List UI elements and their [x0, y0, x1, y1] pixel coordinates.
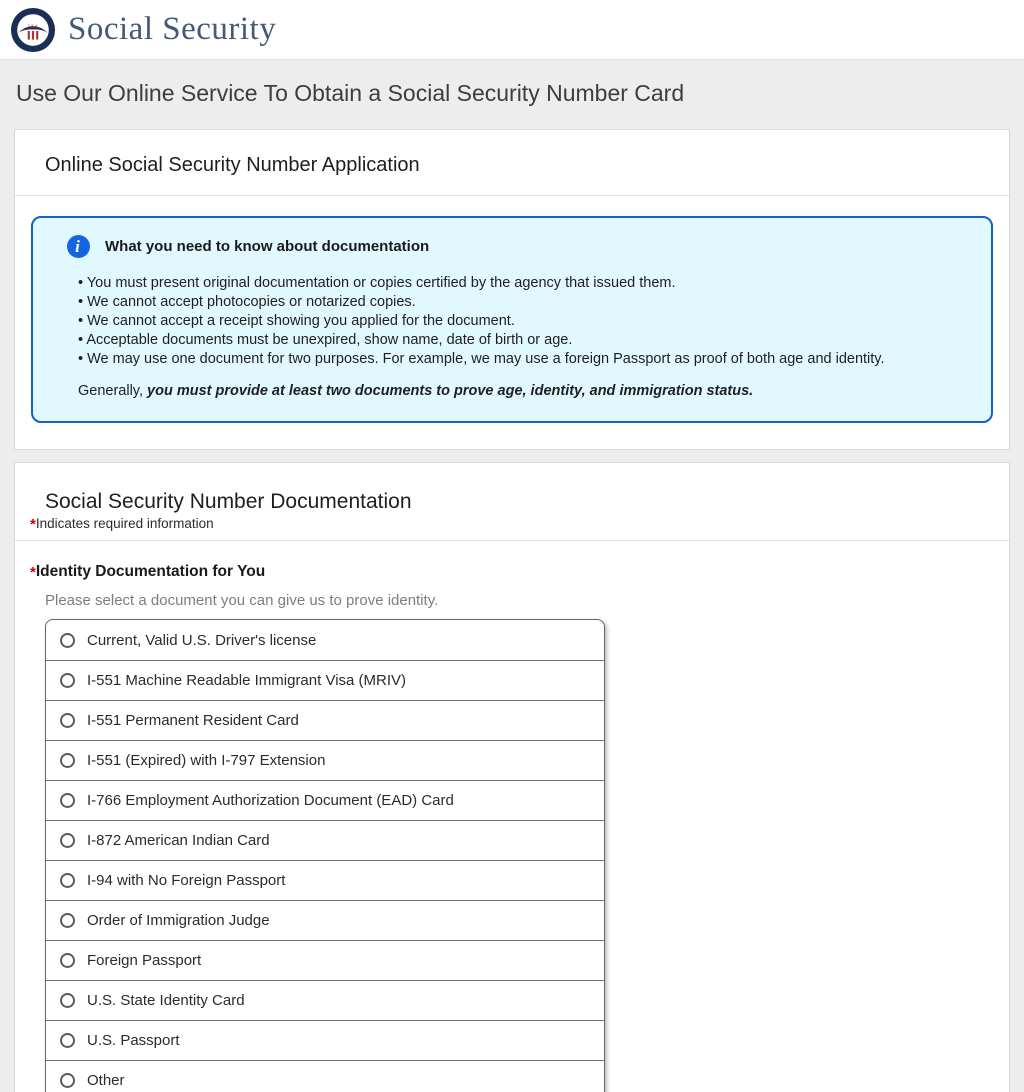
info-bullet-list — [78, 274, 971, 369]
info-footer — [78, 383, 971, 399]
site-header — [0, 0, 1024, 60]
identity-document-option[interactable] — [46, 620, 604, 660]
radio-icon[interactable] — [60, 793, 75, 808]
info-bullet: • We may use one document for two purposes. For example, we may use a foreign Passport as proof of both age and identity. — [78, 350, 971, 369]
identity-document-option[interactable] — [46, 900, 604, 940]
info-bullet: • You must present original documentation or copies certified by the agency that issued them. — [78, 274, 971, 293]
radio-icon[interactable] — [60, 713, 75, 728]
application-card-header — [15, 130, 1009, 196]
application-card — [14, 129, 1010, 450]
option-label: I-551 Permanent Resident Card — [87, 712, 299, 729]
identity-document-option-list — [45, 619, 605, 1092]
option-label: Other — [87, 1072, 125, 1089]
option-label: Current, Valid U.S. Driver's license — [87, 631, 317, 649]
svg-text:USA: USA — [28, 24, 38, 30]
option-label: I-872 American Indian Card — [87, 832, 270, 849]
brand-title: Social Security — [68, 11, 277, 47]
required-note-text: Indicates required information — [35, 516, 214, 531]
radio-icon[interactable] — [60, 913, 75, 928]
identity-document-option[interactable] — [46, 1020, 604, 1060]
option-label: I-551 Machine Readable Immigrant Visa (MRIV) — [87, 672, 407, 689]
option-label: Foreign Passport — [87, 952, 202, 969]
option-label: U.S. Passport — [87, 1032, 180, 1049]
radio-icon[interactable] — [60, 833, 75, 848]
identity-document-option[interactable] — [46, 1060, 604, 1092]
identity-document-option[interactable] — [46, 820, 604, 860]
option-label: I-551 (Expired) with I-797 Extension — [87, 752, 326, 769]
identity-document-option[interactable] — [46, 740, 604, 780]
page-body — [0, 60, 1024, 1092]
info-bullet: • We cannot accept a receipt showing you applied for the document. — [78, 312, 971, 331]
info-icon: i — [67, 235, 90, 258]
info-footer-prefix: Generally, — [78, 383, 148, 399]
documentation-card — [14, 462, 1010, 1092]
required-star: * — [30, 516, 36, 533]
info-bullet: • We cannot accept photocopies or notarized copies. — [78, 293, 971, 312]
documentation-card-body — [15, 541, 1009, 1092]
question-label: Identity Documentation for You — [35, 563, 266, 580]
identity-document-option[interactable] — [46, 780, 604, 820]
radio-icon[interactable] — [60, 1073, 75, 1088]
documentation-card-title: Social Security Number Documentation — [45, 490, 412, 513]
option-label: Order of Immigration Judge — [87, 912, 270, 929]
radio-icon[interactable] — [60, 873, 75, 888]
info-footer-emphasis: you must provide at least two documents to prove age, identity, and immigration status. — [147, 383, 754, 399]
required-note — [30, 515, 993, 532]
radio-icon[interactable] — [60, 993, 75, 1008]
option-label: U.S. State Identity Card — [87, 992, 245, 1009]
required-star: * — [30, 564, 36, 581]
info-bullet: • Acceptable documents must be unexpired, show name, date of birth or age. — [78, 331, 971, 350]
radio-icon[interactable] — [60, 633, 75, 648]
ssa-seal-icon — [10, 7, 56, 53]
identity-document-option[interactable] — [46, 660, 604, 700]
application-card-body — [15, 196, 1009, 449]
question-instruction: Please select a document you can give us to prove identity. — [45, 592, 439, 609]
option-label: I-94 with No Foreign Passport — [87, 872, 286, 889]
documentation-info-box — [31, 216, 993, 423]
info-heading: What you need to know about documentation — [105, 238, 430, 255]
page-title: Use Our Online Service To Obtain a Social Security Number Card — [16, 80, 685, 106]
identity-document-option[interactable] — [46, 860, 604, 900]
documentation-card-header — [15, 463, 1009, 541]
radio-icon[interactable] — [60, 673, 75, 688]
identity-document-option[interactable] — [46, 980, 604, 1020]
option-label: I-766 Employment Authorization Document (EAD) Card — [87, 792, 454, 809]
identity-document-option[interactable] — [46, 700, 604, 740]
radio-icon[interactable] — [60, 953, 75, 968]
radio-icon[interactable] — [60, 1033, 75, 1048]
question-label-row — [30, 563, 993, 581]
application-card-title: Online Social Security Number Application — [45, 154, 420, 176]
info-heading-row — [57, 235, 971, 258]
identity-document-option[interactable] — [46, 940, 604, 980]
radio-icon[interactable] — [60, 753, 75, 768]
